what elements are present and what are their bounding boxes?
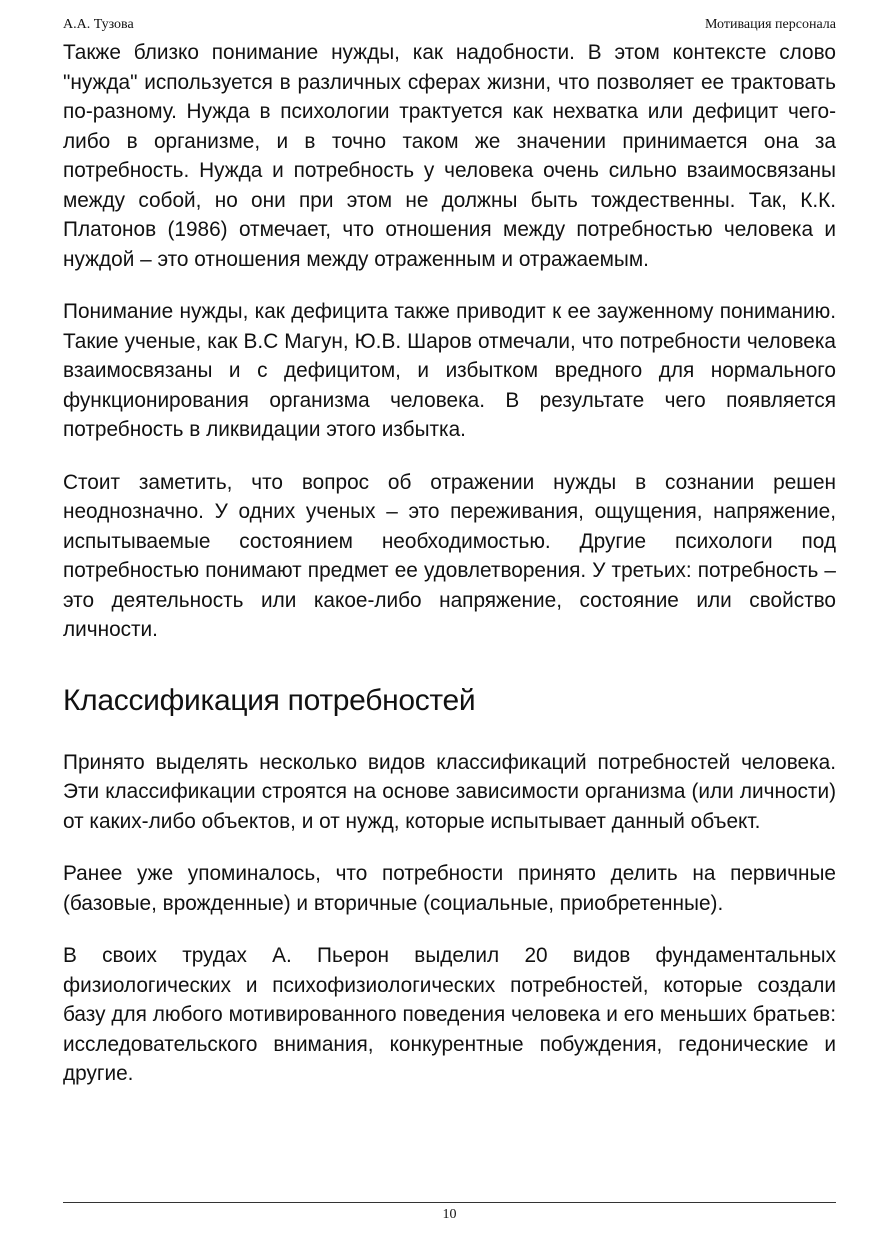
paragraph: Принято выделять несколько видов классификаций потребностей человека. Эти классификации строятся на основе зависимости организма (или личности) от каких-либо объектов, и от нужд, которые испытывает данный объект. [63,750,836,833]
header-author: А.А. Тузова [63,17,134,32]
section-heading: Классификация потребностей [63,683,476,717]
page-body [63,38,836,1112]
paragraph: Также близко понимание нужды, как надобности. В этом контексте слово "нужда" используется в различных сферах жизни, что позволяет ее трактовать по-разному. Нужда в психологии трактуется как нехватка или дефицит чего-либо в организме, и в точно таком же значении принимается она за потребность. Нужда и потребность у человека очень сильно взаимосвязаны между собой, но они при этом не должны быть тождественны. Так, К.К. Платонов (1986) отмечает, что отношения между потребностью человека и нуждой – это отношения между отраженным и отражаемым. [63,41,836,271]
footer-divider [63,1202,836,1203]
header-title: Мотивация персонала [704,17,836,32]
page-number: 10 [442,1207,457,1222]
paragraph: Понимание нужды, как дефицита также приводит к ее зауженному пониманию. Такие ученые, как В.С Магун, Ю.В. Шаров отмечали, что потребности человека взаимосвязаны и с дефицитом, и избытком вредного для нормального функционирования организма человека. В результате чего появляется потребность в ликвидации этого избытка. [63,300,836,441]
paragraph: В своих трудах А. Пьерон выделил 20 видов фундаментальных физиологических и психофизиологических потребностей, которые создали базу для любого мотивированного поведения человека и его меньших братьев: исследовательского внимания, конкурентные побуждения, гедонические и другие. [63,944,836,1085]
paragraph: Ранее уже упоминалось, что потребности принято делить на первичные (базовые, врожденные) и вторичные (социальные, приобретенные). [63,862,836,915]
paragraph: Стоит заметить, что вопрос об отражении нужды в сознании решен неоднозначно. У одних ученых – это переживания, ощущения, напряжение, испытываемые состоянием необходимостью. Другие психологи под потребностью понимают предмет ее удовлетворения. У третьих: потребность – это деятельность или какое-либо напряжение, состояние или свойство личности. [63,470,836,641]
running-header [63,17,836,33]
